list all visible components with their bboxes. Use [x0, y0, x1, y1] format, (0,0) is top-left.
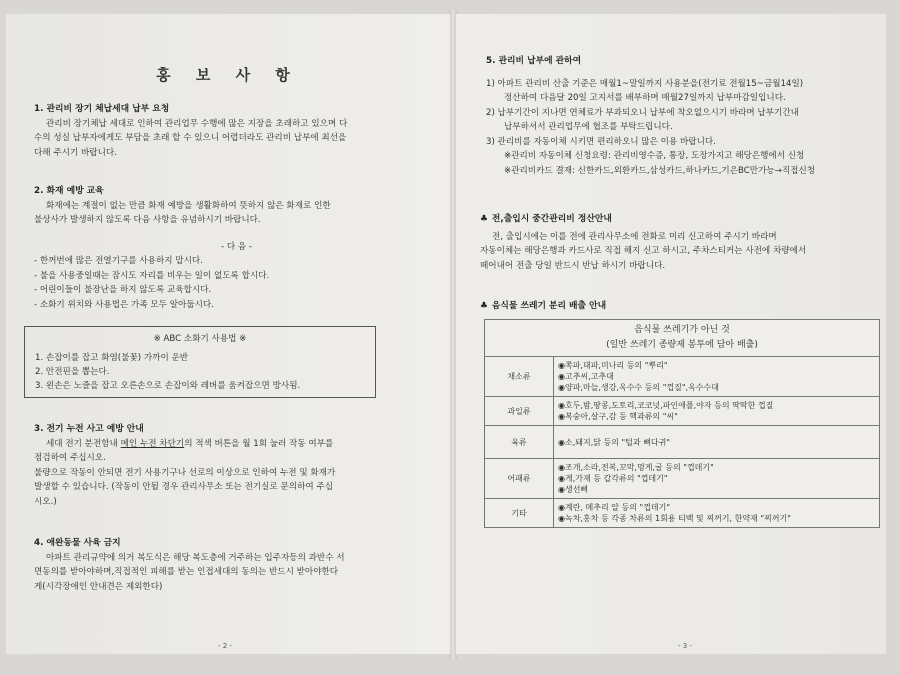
items-cell	[554, 499, 880, 528]
section-electric	[34, 422, 439, 509]
item-line: ◉소,돼지,닭 등의 "털과 뼈다귀"	[558, 437, 671, 447]
text-line: 면동의를 받아야하며,직접적인 피해를 받는 인접세대의 동의는 반드시 받아야한다	[34, 567, 339, 577]
text-line: 불량으로 작동이 안되면 전기 사용기구나 선로의 이상으로 인하여 누전 및 화재가	[34, 467, 336, 478]
item-line: ◉계란, 메추리 알 등의 "껍데기"	[558, 503, 671, 512]
text-part: 세대 전기 분전함내	[46, 438, 121, 449]
list-item: 3. 왼손은 노즐을 잡고 오른손으로 손잡이와 레버를 움켜잡으면 방사됨.	[35, 381, 301, 391]
items-cell	[554, 397, 880, 426]
text-line: 점검하여 주십시오.	[34, 453, 106, 463]
items-cell	[554, 357, 880, 397]
items-cell	[554, 459, 880, 499]
section-title	[480, 212, 880, 227]
text-line: 3) 관리비를 자동이체 시키면 편리하오니 많은 이용 바랍니다.	[486, 136, 716, 147]
text-line: 납부하셔서 관리업무에 협조를 부탁드립니다.	[504, 122, 673, 132]
text-line: 수의 성실 납부자에게도 부담을 초래 할 수 있으니 어렵더라도 관리비 납부에 최선을	[34, 133, 347, 143]
section-food-waste	[480, 299, 880, 314]
section-pets	[34, 536, 444, 594]
right-page	[456, 14, 886, 654]
text-line: 불상사가 발생하지 않도록 다음 사항을 유념하시기 바랍니다.	[34, 215, 261, 225]
text-line: 시오.)	[34, 496, 57, 507]
title-text: 전,출입시 중간관리비 정산안내	[491, 214, 612, 224]
section-payment	[486, 54, 881, 178]
item-line: ◉복숭아,살구,감 등 핵과류의 "씨"	[558, 412, 678, 421]
breaker-term: 메인 누전 차단기	[120, 438, 185, 449]
page-number: - 2 -	[218, 642, 232, 650]
note-line: ※관리비카드 결재: 신한카드,외환카드,삼성카드,하나카드,기은BC만가능→직접신청	[504, 165, 816, 176]
text-line: 1) 아파트 관리비 산출 기준은 매월1~말일까지 사용분을(전기료 전월15~금월14일)	[486, 78, 804, 89]
item-line: ◉조개,소라,전복,꼬막,멍게,굴 등의 "껍데기"	[558, 463, 714, 472]
title-text: 음식물 쓰레기 분리 배출 안내	[491, 301, 607, 311]
text-line: 화재에는 계절이 없는 만큼 화재 예방을 생활화하여 뜻하지 않은 화재로 인한	[46, 200, 331, 211]
item-line: ◉호두,밤,땅콩,도토리,코코넛,파인애플,야자 등의 딱딱한 껍질	[558, 401, 774, 410]
text-part: 의 적색 버튼을 월 1회 눌러 작동 여부를	[184, 438, 334, 449]
category-cell: 육류	[485, 426, 554, 459]
category-cell: 어패류	[485, 459, 554, 499]
table-row	[485, 357, 880, 397]
category-cell: 과일류	[485, 397, 554, 426]
item-line: ◉게,가재 등 갑각류의 "껍데기"	[558, 474, 668, 483]
page-number: - 3 -	[678, 642, 692, 650]
header-line: 음식물 쓰레기가 아닌 것	[634, 325, 730, 335]
section-fire	[34, 184, 439, 312]
text-line: 게(시각장애인 안내견은 제외한다)	[34, 581, 163, 592]
food-waste-table	[484, 319, 880, 528]
next-heading: - 다 음 -	[220, 241, 252, 252]
section-title: 3. 전기 누전 사고 예방 안내	[34, 424, 144, 434]
table-row	[485, 426, 880, 459]
note-line: ※관리비 자동이체 신청요령: 관리비영수증, 통장, 도장가지고 해당은행에서 신청	[504, 151, 805, 161]
section-move	[480, 212, 880, 273]
section-title: 5. 관리비 납부에 관하여	[486, 56, 582, 66]
list-item: 1. 손잡이를 잡고 화염(불꽃) 가까이 운반	[35, 353, 189, 363]
text-line: 정산하여 다음달 20일 고지서를 배부하며 매월27일까지 납부마감일입니다.	[504, 93, 786, 103]
table-row	[485, 459, 880, 499]
item-line: ◉생선뼈	[558, 485, 589, 494]
text-line: 다해 주시기 바랍니다.	[34, 147, 117, 158]
table-header-row	[485, 320, 880, 357]
table-row	[485, 397, 880, 426]
text-line: 전, 출입시에는 이를 전에 관리사무소에 전화로 미리 신고하여 주시기 바라며	[492, 231, 777, 242]
left-page	[6, 14, 450, 654]
list-item: - 불을 사용중일때는 잠시도 자리를 비우는 일이 없도록 합시다.	[34, 270, 270, 281]
text-line: 관리비 장기체납 세대로 인하여 관리업무 수행에 많은 지장을 초래하고 있으며 다	[46, 118, 348, 129]
text-line: 2) 납부기간이 지나면 연체료가 부과되오니 납부에 착오없으시기 바라며 납부기간내	[486, 107, 799, 118]
items-cell	[554, 426, 880, 459]
box-title: ※ ABC 소화기 사용법 ※	[153, 334, 247, 344]
text-line: 떼어내어 전출 당일 반드시 반납 하시기 바랍니다.	[480, 260, 666, 271]
list-item: 2. 안전핀을 뽑는다.	[35, 367, 110, 377]
section-title: 2. 화재 예방 교육	[34, 186, 104, 196]
item-line: ◉고추씨,고추대	[558, 372, 614, 381]
text-line: 자동이체는 해당은행과 카드사로 직접 해지 신고 하시고, 주차스티커는 사전에 차량에서	[480, 246, 807, 256]
category-cell: 기타	[485, 499, 554, 528]
list-item: - 어린이들이 불장난을 하지 않도록 교육합시다.	[34, 285, 212, 295]
text-line	[34, 437, 439, 452]
category-cell: 채소류	[485, 357, 554, 397]
section-title: 1. 관리비 장기 체납세대 납부 요청	[34, 104, 170, 114]
list-item: - 한꺼번에 많은 전열기구를 사용하지 맙시다.	[34, 256, 203, 266]
abc-extinguisher-box	[24, 326, 376, 398]
text-line: 아파트 관리규약에 의거 복도식은 해당 복도층에 거주하는 입주자등의 과반수 서	[46, 552, 345, 563]
item-line: ◉녹차,홍차 등 각종 차류의 1회용 티백 및 찌꺼기, 한약재 "찌꺼기"	[558, 514, 791, 523]
section-title: 4. 애완동물 사육 금지	[34, 538, 121, 548]
section-arrears	[34, 102, 439, 160]
header-line: (일반 쓰레기 종량제 봉투에 담아 배출)	[606, 340, 758, 350]
section-title	[480, 299, 880, 314]
page-title: 홍 보 사 항	[156, 66, 300, 84]
item-line: ◉양파,마늘,생강,옥수수 등의 "껍질",옥수수대	[558, 383, 719, 392]
table-row	[485, 499, 880, 528]
item-line: ◉쪽파,대파,미나리 등의 "뿌리"	[558, 361, 668, 370]
table-header	[485, 320, 880, 357]
list-item: - 소화기 위치와 사용법은 가족 모두 알아둡시다.	[34, 299, 214, 310]
text-line: 발생할 수 있습니다. (작동이 안될 경우 관리사무소 또는 전기실로 문의하여 주십	[34, 482, 334, 492]
